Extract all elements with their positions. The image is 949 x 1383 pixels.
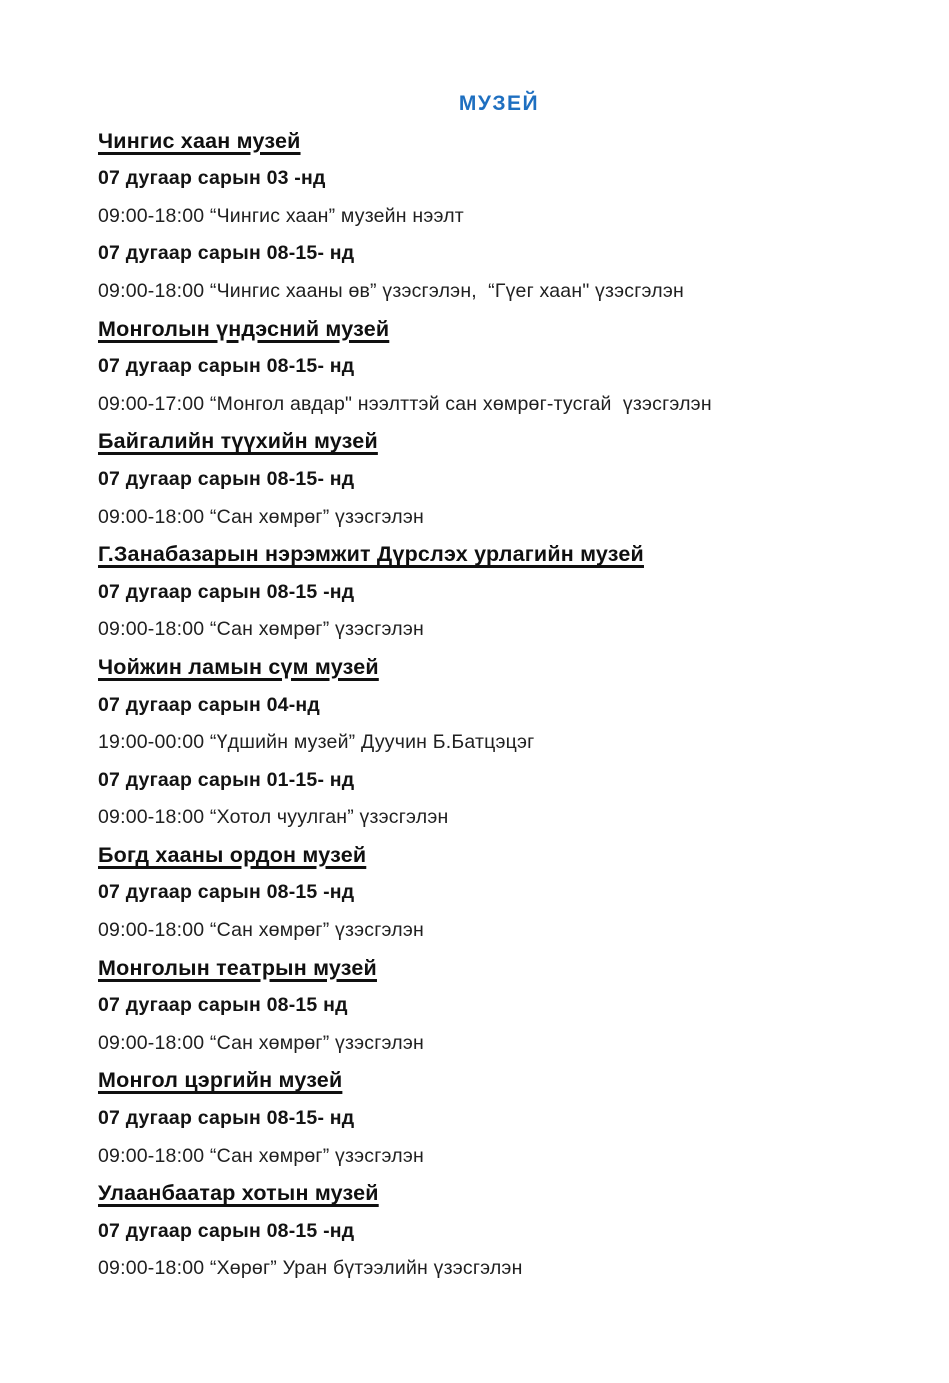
museum-name: Чингис хаан музей — [98, 128, 301, 153]
museum-section — [98, 123, 900, 311]
museum-section — [98, 311, 900, 424]
museum-section — [98, 837, 900, 950]
museum-section — [98, 536, 900, 649]
event-description: 09:00-18:00 “Чингис хаан” музейн нээлт — [98, 204, 464, 227]
section-entries — [98, 160, 900, 310]
event-description: 09:00-18:00 “Сан хөмрөг” үзэсгэлэн — [98, 505, 424, 528]
event-date: 07 дугаар сарын 03 -нд — [98, 167, 326, 190]
event-description: 09:00-18:00 “Сан хөмрөг” үзэсгэлэн — [98, 919, 424, 942]
event-date: 07 дугаар сарын 08-15- нд — [98, 467, 355, 490]
event-date: 07 дугаар сарын 08-15 -нд — [98, 1219, 355, 1242]
section-entries — [98, 1100, 900, 1175]
section-entries — [98, 687, 900, 837]
event-description: 09:00-18:00 “Сан хөмрөг” үзэсгэлэн — [98, 1031, 424, 1054]
section-entries — [98, 574, 900, 649]
museum-name: Монгол цэргийн музей — [98, 1068, 343, 1093]
museum-name: Г.Занабазарын нэрэмжит Дүрслэх урлагийн музей — [98, 542, 644, 567]
event-date: 07 дугаар сарын 08-15- нд — [98, 355, 355, 378]
museum-section — [98, 950, 900, 1063]
section-entries — [98, 1213, 900, 1288]
event-date: 07 дугаар сарын 08-15 -нд — [98, 881, 355, 904]
event-description: 09:00-18:00 “Хөрөг” Уран бүтээлийн үзэсгэлэн — [98, 1257, 523, 1280]
event-date: 07 дугаар сарын 08-15- нд — [98, 1107, 355, 1130]
section-entries — [98, 461, 900, 536]
event-description: 09:00-18:00 “Сан хөмрөг” үзэсгэлэн — [98, 1144, 424, 1167]
event-description: 09:00-18:00 “Сан хөмрөг” үзэсгэлэн — [98, 618, 424, 641]
page-title: МУЗЕЙ — [458, 92, 540, 115]
museum-name: Монголын үндэсний музей — [98, 316, 390, 341]
event-description: 19:00-00:00 “Үдшийн музей” Дуучин Б.Батцэцэг — [98, 731, 535, 754]
event-date: 07 дугаар сарын 04-нд — [98, 693, 320, 716]
section-entries — [98, 987, 900, 1062]
section-entries — [98, 348, 900, 423]
museum-section — [98, 649, 900, 837]
event-date: 07 дугаар сарын 08-15 -нд — [98, 580, 355, 603]
museum-section — [98, 423, 900, 536]
event-date: 07 дугаар сарын 08-15 нд — [98, 994, 348, 1017]
event-description: 09:00-18:00 “Хотол чуулган” үзэсгэлэн — [98, 806, 449, 829]
museum-section — [98, 1175, 900, 1288]
event-date: 07 дугаар сарын 01-15- нд — [98, 768, 355, 791]
museum-name: Улаанбаатар хотын музей — [98, 1181, 379, 1206]
museum-name: Богд хааны ордон музей — [98, 842, 367, 867]
section-entries — [98, 874, 900, 949]
museum-name: Монголын театрын музей — [98, 955, 377, 980]
museum-name: Чойжин ламын сүм музей — [98, 654, 379, 679]
museum-name: Байгалийн түүхийн музей — [98, 429, 378, 454]
museum-section — [98, 1062, 900, 1175]
event-description: 09:00-18:00 “Чингис хааны өв” үзэсгэлэн, “Гүег хаан" үзэсгэлэн — [98, 279, 684, 302]
event-description: 09:00-17:00 “Монгол авдар" нээлттэй сан хөмрөг-тусгай үзэсгэлэн — [98, 392, 712, 415]
museum-sections — [98, 123, 900, 1288]
event-date: 07 дугаар сарын 08-15- нд — [98, 242, 355, 265]
